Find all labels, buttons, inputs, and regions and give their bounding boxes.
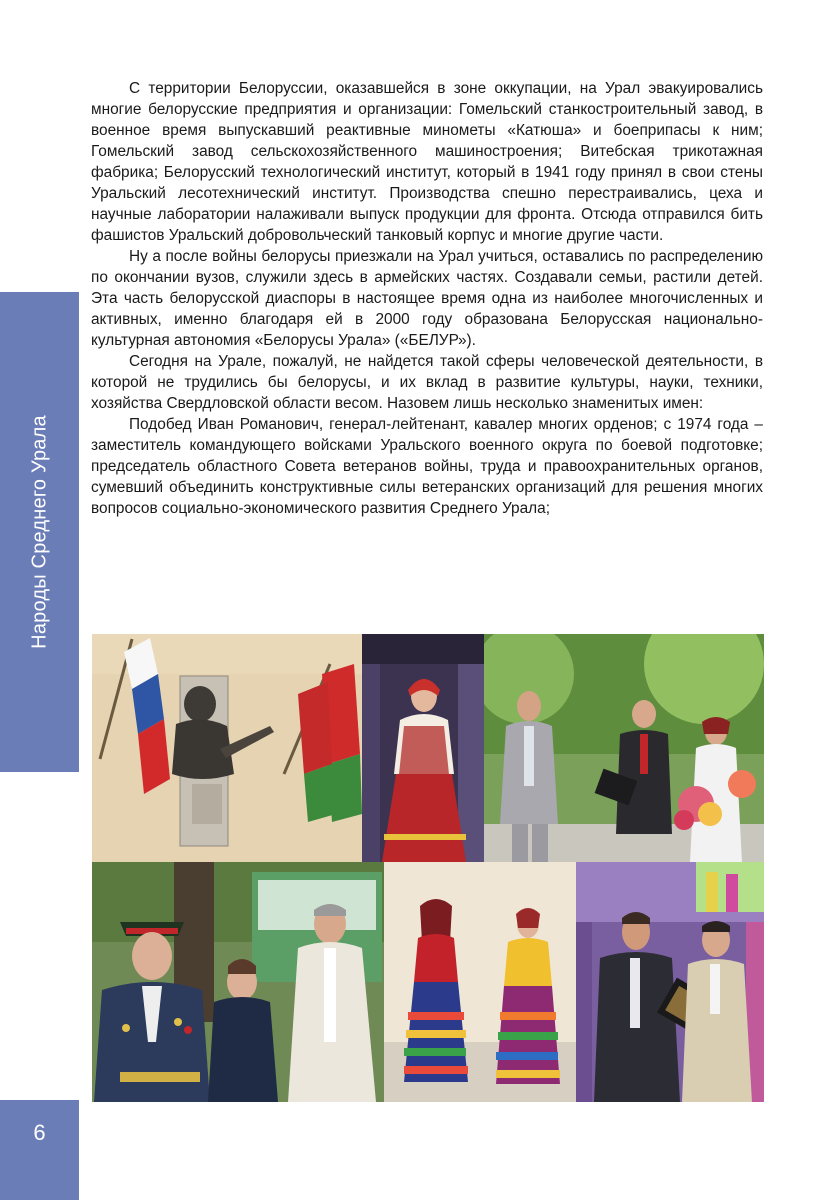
page-number-tab bbox=[0, 1100, 79, 1200]
photo-memorial-plaque-with-flags bbox=[92, 634, 362, 862]
paragraph: С территории Белоруссии, оказавшейся в зоне оккупации, на Урал эвакуировались многие белорусские предприятия и организации: Гомельский станкостроительный завод, в военное время выпускавший реактивные минометы «Катюша» и боеприпасы к ним; Гомельский завод сельскохозяйственного машиностроения; Витебская трикотажная фабрика; Белорусский технологический институт, который в 1941 году принял в свои стены Уральский лесотехнический институт. Производства спешно перестраивались, цеха и научные лаборатории налаживали выпуск продукции для фронта. Отсюда отправился бить фашистов Уральский добровольческий танковый корпус и многие другие части. bbox=[91, 80, 763, 244]
photo-award-ceremony bbox=[576, 862, 764, 1102]
photo-folk-singer bbox=[362, 634, 484, 862]
photo-veterans-group bbox=[92, 862, 384, 1102]
paragraph: Ну а после войны белорусы приезжали на Урал учиться, оставались по распределению по окончании вузов, служили здесь в армейских частях. Создавали семьи, растили детей. Эта часть белорусской диаспоры в настоящее время одна из наиболее многочисленных и активных, именно благодаря ей в 2000 году образована Белорусская национально-культурная автономия «Белорусы Урала» («БЕЛУР»). bbox=[91, 248, 763, 349]
photo-collage bbox=[92, 634, 764, 1102]
paragraph: Сегодня на Урале, пожалуй, не найдется такой сферы человеческой деятельности, в которой не трудились бы белорусы, и их вклад в развитие культуры, науки, техники, хозяйства Свердловской области весом. Назовем лишь несколько знаменитых имен: bbox=[91, 353, 763, 412]
photo-folk-dancers bbox=[384, 862, 576, 1102]
body-text bbox=[91, 78, 763, 519]
paragraph: Подобед Иван Романович, генерал-лейтенант, кавалер многих орденов; с 1974 года – заместитель командующего войсками Уральского военного округа по боевой подготовке; председатель областного Совета ветеранов войны, труда и правоохранительных органов, сумевший объединить конструктивные силы ветеранских организаций для решения многих вопросов социально-экономического развития Среднего Урала; bbox=[91, 416, 763, 517]
photo-group-with-flowers bbox=[484, 634, 764, 862]
page-number: 6 bbox=[33, 1120, 46, 1145]
section-title: Народы Среднего Урала bbox=[28, 415, 51, 649]
